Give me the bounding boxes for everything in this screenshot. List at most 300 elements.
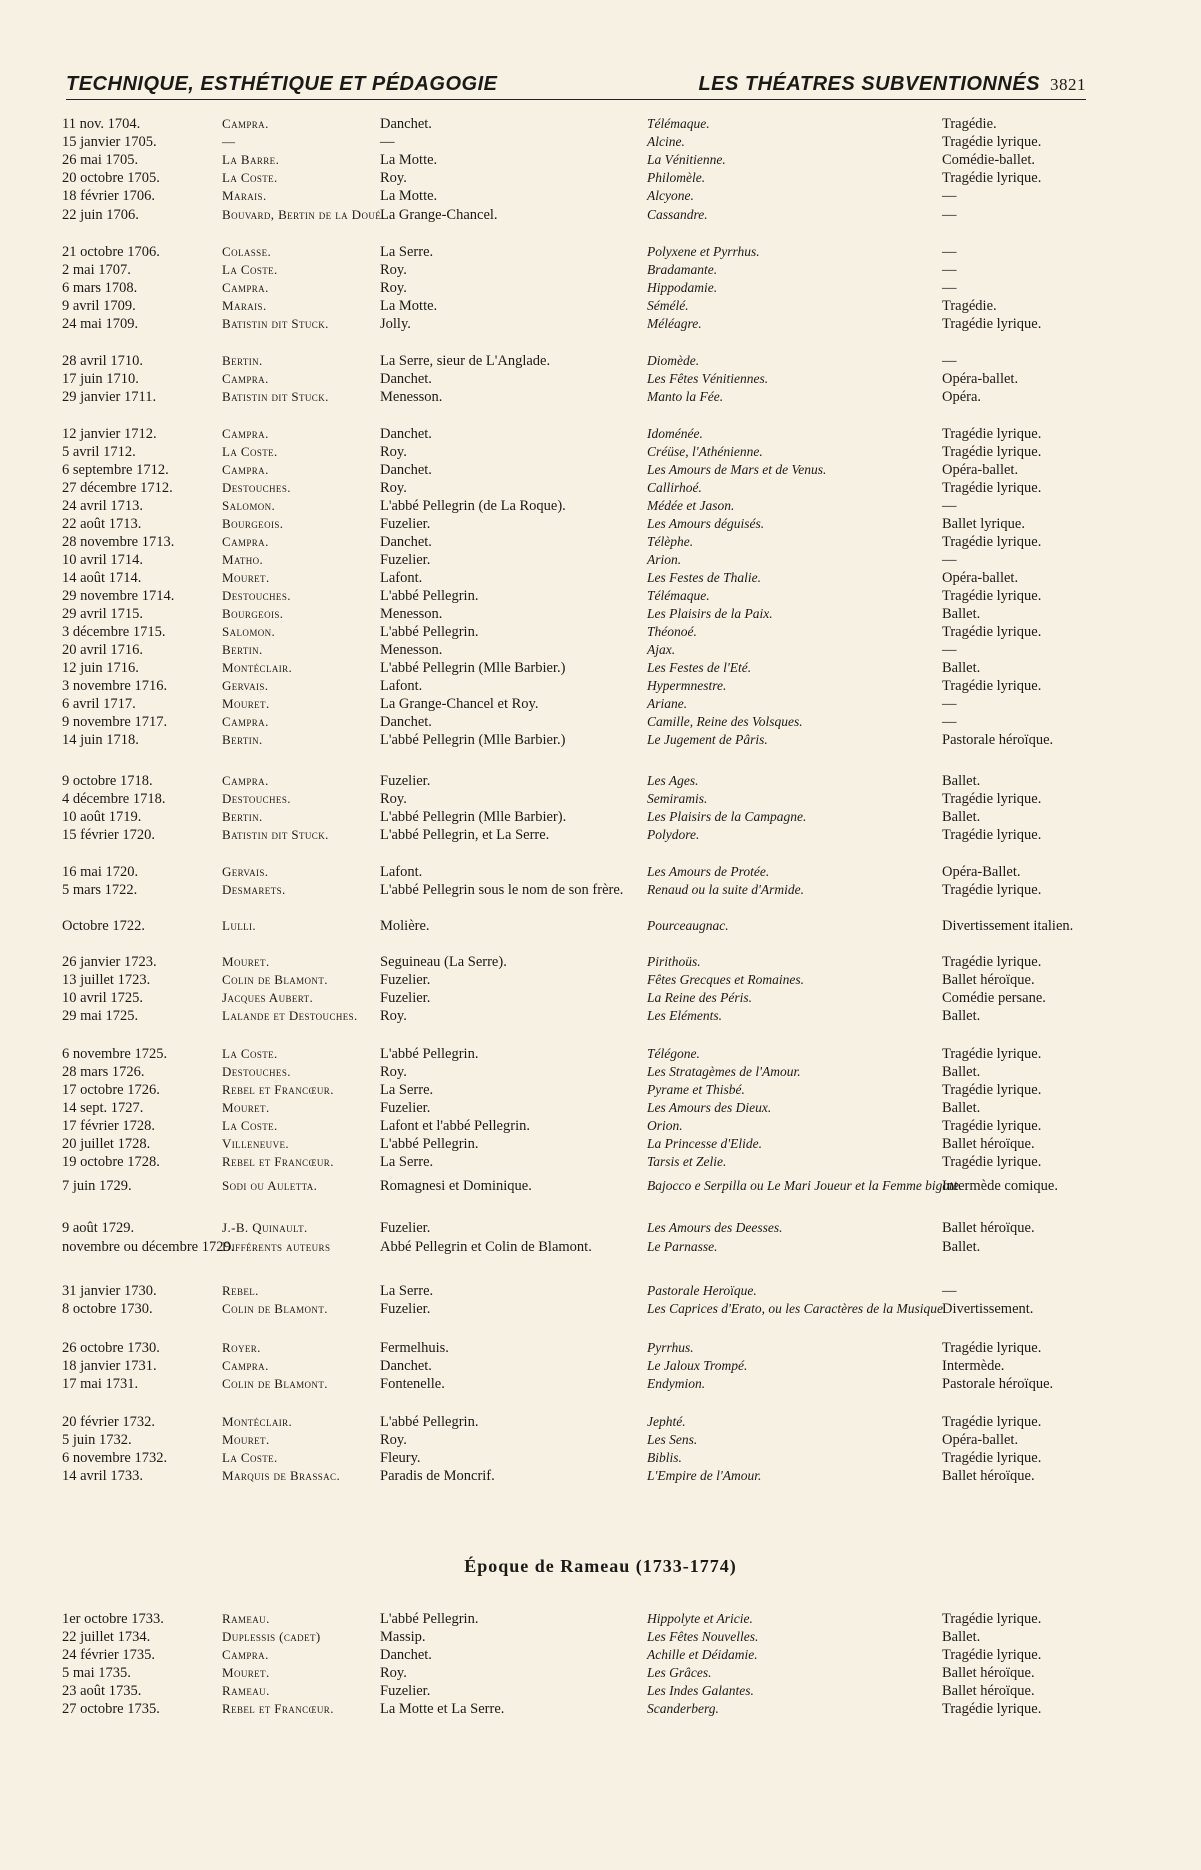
cell-opera: Les Amours de Mars et de Venus.	[647, 462, 827, 477]
cell-composer: Mouret.	[222, 954, 270, 969]
cell-opera: Pyrame et Thisbé.	[647, 1082, 745, 1097]
cell-genre: —	[942, 262, 957, 278]
cell-genre: —	[942, 552, 957, 568]
cell-composer: Différents auteurs	[222, 1239, 331, 1254]
cell-librettist: Seguineau (La Serre).	[380, 954, 507, 970]
cell-librettist: L'abbé Pellegrin (de La Roque).	[380, 498, 566, 514]
cell-librettist: Fleury.	[380, 1450, 421, 1466]
cell-composer: Campra.	[222, 714, 269, 729]
cell-opera: La Vénitienne.	[647, 152, 726, 167]
cell-opera: Hippodamie.	[647, 280, 718, 295]
cell-date: 12 juin 1716.	[62, 660, 139, 676]
cell-librettist: Lafont et l'abbé Pellegrin.	[380, 1118, 530, 1134]
cell-composer: Sodi ou Auletta.	[222, 1178, 318, 1193]
cell-date: 31 janvier 1730.	[62, 1283, 157, 1299]
cell-opera: Arion.	[647, 552, 682, 567]
cell-opera: L'Empire de l'Amour.	[647, 1468, 762, 1483]
cell-opera: Pirithoüs.	[647, 954, 701, 969]
cell-librettist: Lafont.	[380, 864, 423, 880]
cell-composer: Campra.	[222, 1358, 269, 1373]
cell-librettist: Roy.	[380, 1064, 407, 1080]
cell-genre: Comédie persane.	[942, 990, 1046, 1006]
cell-opera: Les Grâces.	[647, 1665, 712, 1680]
cell-opera: Sémélé.	[647, 298, 689, 313]
cell-librettist: L'abbé Pellegrin.	[380, 1611, 479, 1627]
cell-composer: Mouret.	[222, 1665, 270, 1680]
cell-genre: —	[942, 1283, 957, 1299]
cell-librettist: Fermelhuis.	[380, 1340, 449, 1356]
cell-librettist: Fuzelier.	[380, 1683, 431, 1699]
cell-composer: La Coste.	[222, 1046, 278, 1061]
cell-opera: Tarsis et Zelie.	[647, 1154, 727, 1169]
cell-librettist: La Serre, sieur de L'Anglade.	[380, 353, 551, 369]
cell-date: 14 sept. 1727.	[62, 1100, 144, 1116]
cell-date: 11 nov. 1704.	[62, 116, 141, 132]
cell-genre: Opéra-Ballet.	[942, 864, 1021, 880]
cell-composer: Marais.	[222, 298, 267, 313]
cell-date: 9 novembre 1717.	[62, 714, 168, 730]
cell-opera: Les Fêtes Vénitiennes.	[647, 371, 769, 386]
cell-opera: Bajocco e Serpilla ou Le Mari Joueur et la Femme bigote.	[647, 1178, 963, 1193]
cell-librettist: La Serre.	[380, 1154, 434, 1170]
cell-composer: Jacques Aubert.	[222, 990, 314, 1005]
cell-librettist: Roy.	[380, 1008, 407, 1024]
cell-genre: Ballet.	[942, 1064, 981, 1080]
cell-composer: Campra.	[222, 462, 269, 477]
cell-genre: Tragédie.	[942, 298, 997, 314]
cell-genre: Tragédie lyrique.	[942, 1611, 1042, 1627]
cell-opera: Les Eléments.	[647, 1008, 722, 1023]
cell-genre: —	[942, 498, 957, 514]
cell-genre: Ballet héroïque.	[942, 1468, 1035, 1484]
cell-date: 14 avril 1733.	[62, 1468, 143, 1484]
cell-genre: Tragédie lyrique.	[942, 791, 1042, 807]
cell-genre: —	[942, 244, 957, 260]
cell-librettist: Jolly.	[380, 316, 411, 332]
cell-date: 17 mai 1731.	[62, 1376, 139, 1392]
cell-librettist: Molière.	[380, 918, 430, 934]
cell-genre: Ballet.	[942, 660, 981, 676]
cell-genre: Divertissement italien.	[942, 918, 1074, 934]
cell-genre: Tragédie lyrique.	[942, 954, 1042, 970]
cell-date: 27 octobre 1735.	[62, 1701, 160, 1717]
cell-date: 17 octobre 1726.	[62, 1082, 160, 1098]
cell-librettist: Roy.	[380, 262, 407, 278]
cell-opera: Orion.	[647, 1118, 683, 1133]
cell-date: 19 octobre 1728.	[62, 1154, 160, 1170]
cell-composer: J.-B. Quinault.	[222, 1220, 308, 1235]
cell-opera: Les Fêtes Nouvelles.	[647, 1629, 759, 1644]
cell-librettist: La Motte.	[380, 188, 438, 204]
cell-opera: Jephté.	[647, 1414, 686, 1429]
cell-date: 5 mars 1722.	[62, 882, 138, 898]
cell-librettist: La Grange-Chancel et Roy.	[380, 696, 539, 712]
cell-composer: La Coste.	[222, 1450, 278, 1465]
cell-opera: Les Amours des Dieux.	[647, 1100, 772, 1115]
cell-librettist: Danchet.	[380, 1647, 432, 1663]
cell-date: 24 février 1735.	[62, 1647, 156, 1663]
cell-date: 17 février 1728.	[62, 1118, 156, 1134]
cell-composer: Campra.	[222, 426, 269, 441]
cell-genre: Ballet.	[942, 1629, 981, 1645]
cell-librettist: Roy.	[380, 170, 407, 186]
cell-date: 22 juin 1706.	[62, 207, 139, 223]
cell-composer: Desmarets.	[222, 882, 286, 897]
cell-opera: Les Indes Galantes.	[647, 1683, 754, 1698]
cell-composer: Colin de Blamont.	[222, 1376, 328, 1391]
cell-composer: Campra.	[222, 116, 269, 131]
cell-opera: Polyxene et Pyrrhus.	[647, 244, 760, 259]
cell-composer: Rebel.	[222, 1283, 259, 1298]
cell-composer: —	[222, 134, 236, 149]
header-left: TECHNIQUE, ESTHÉTIQUE ET PÉDAGOGIE	[66, 73, 498, 95]
cell-librettist: Fontenelle.	[380, 1376, 445, 1392]
cell-composer: Rebel et Francœur.	[222, 1154, 334, 1169]
cell-genre: Opéra.	[942, 389, 982, 405]
cell-librettist: L'abbé Pellegrin (Mlle Barbier.)	[380, 732, 566, 748]
cell-date: 9 août 1729.	[62, 1220, 135, 1236]
cell-genre: —	[942, 280, 957, 296]
cell-date: 15 janvier 1705.	[62, 134, 157, 150]
cell-genre: —	[942, 188, 957, 204]
cell-librettist: —	[380, 134, 395, 150]
cell-genre: Tragédie lyrique.	[942, 678, 1042, 694]
cell-date: 13 juillet 1723.	[62, 972, 151, 988]
cell-genre: Ballet.	[942, 606, 981, 622]
cell-genre: Pastorale héroïque.	[942, 732, 1054, 748]
cell-date: 21 octobre 1706.	[62, 244, 160, 260]
cell-date: 18 janvier 1731.	[62, 1358, 157, 1374]
cell-composer: Rebel et Francœur.	[222, 1701, 334, 1716]
cell-date: 15 février 1720.	[62, 827, 156, 843]
cell-opera: Endymion.	[647, 1376, 706, 1391]
cell-date: 9 avril 1709.	[62, 298, 136, 314]
cell-opera: Les Plaisirs de la Campagne.	[647, 809, 807, 824]
cell-opera: Hippolyte et Aricie.	[647, 1611, 753, 1626]
cell-librettist: Fuzelier.	[380, 773, 431, 789]
cell-librettist: L'abbé Pellegrin.	[380, 1414, 479, 1430]
cell-composer: Duplessis (cadet)	[222, 1629, 321, 1644]
cell-composer: Mouret.	[222, 696, 270, 711]
cell-date: 5 mai 1735.	[62, 1665, 131, 1681]
cell-opera: Camille, Reine des Volsques.	[647, 714, 803, 729]
cell-date: 14 juin 1718.	[62, 732, 139, 748]
cell-date: 14 août 1714.	[62, 570, 142, 586]
cell-composer: Destouches.	[222, 480, 291, 495]
cell-librettist: L'abbé Pellegrin, et La Serre.	[380, 827, 550, 843]
cell-date: 4 décembre 1718.	[62, 791, 166, 807]
cell-composer: Bertin.	[222, 353, 263, 368]
cell-genre: Tragédie lyrique.	[942, 1647, 1042, 1663]
cell-opera: Télémaque.	[647, 116, 710, 131]
cell-date: 24 mai 1709.	[62, 316, 139, 332]
cell-genre: Tragédie lyrique.	[942, 1046, 1042, 1062]
cell-genre: Pastorale héroïque.	[942, 1376, 1054, 1392]
cell-date: 26 janvier 1723.	[62, 954, 157, 970]
cell-composer: Campra.	[222, 280, 269, 295]
cell-genre: Tragédie lyrique.	[942, 1414, 1042, 1430]
cell-opera: Semiramis.	[647, 791, 708, 806]
cell-librettist: Danchet.	[380, 462, 432, 478]
cell-genre: Ballet héroïque.	[942, 1665, 1035, 1681]
cell-librettist: Fuzelier.	[380, 1301, 431, 1317]
cell-composer: Royer.	[222, 1340, 261, 1355]
cell-librettist: Abbé Pellegrin et Colin de Blamont.	[380, 1239, 592, 1255]
cell-date: 22 août 1713.	[62, 516, 142, 532]
cell-genre: Tragédie lyrique.	[942, 170, 1042, 186]
cell-librettist: Fuzelier.	[380, 1220, 431, 1236]
cell-composer: Batistin dit Stuck.	[222, 827, 329, 842]
cell-librettist: L'abbé Pellegrin.	[380, 1136, 479, 1152]
cell-librettist: L'abbé Pellegrin sous le nom de son frère.	[380, 882, 624, 898]
cell-composer: Gervais.	[222, 864, 269, 879]
cell-composer: Destouches.	[222, 1064, 291, 1079]
cell-date: 26 mai 1705.	[62, 152, 139, 168]
cell-date: 20 février 1732.	[62, 1414, 156, 1430]
cell-librettist: Roy.	[380, 480, 407, 496]
cell-composer: Bertin.	[222, 809, 263, 824]
cell-date: 10 avril 1714.	[62, 552, 143, 568]
cell-composer: Destouches.	[222, 791, 291, 806]
cell-genre: Intermède comique.	[942, 1178, 1058, 1194]
cell-genre: Ballet héroïque.	[942, 972, 1035, 988]
cell-composer: Colin de Blamont.	[222, 1301, 328, 1316]
cell-date: novembre ou décembre 1729.	[62, 1239, 235, 1255]
cell-librettist: Danchet.	[380, 426, 432, 442]
cell-date: 10 avril 1725.	[62, 990, 143, 1006]
cell-genre: Ballet héroïque.	[942, 1683, 1035, 1699]
cell-genre: Tragédie lyrique.	[942, 1118, 1042, 1134]
cell-genre: Tragédie lyrique.	[942, 624, 1042, 640]
cell-opera: Ajax.	[647, 642, 676, 657]
cell-opera: Philomèle.	[647, 170, 706, 185]
header-right	[698, 73, 1086, 96]
cell-genre: Divertissement.	[942, 1301, 1034, 1317]
cell-composer: Campra.	[222, 371, 269, 386]
cell-genre: Intermède.	[942, 1358, 1005, 1374]
cell-date: 29 avril 1715.	[62, 606, 143, 622]
cell-date: 6 septembre 1712.	[62, 462, 169, 478]
cell-librettist: Menesson.	[380, 606, 443, 622]
cell-opera: Achille et Déidamie.	[647, 1647, 758, 1662]
cell-date: 26 octobre 1730.	[62, 1340, 160, 1356]
cell-librettist: Menesson.	[380, 389, 443, 405]
cell-librettist: Lafont.	[380, 678, 423, 694]
cell-date: 6 novembre 1725.	[62, 1046, 168, 1062]
cell-librettist: Danchet.	[380, 371, 432, 387]
cell-opera: Théonoé.	[647, 624, 697, 639]
cell-genre: Tragédie lyrique.	[942, 1450, 1042, 1466]
cell-genre: Tragédie lyrique.	[942, 134, 1042, 150]
cell-genre: —	[942, 642, 957, 658]
cell-librettist: Fuzelier.	[380, 990, 431, 1006]
cell-genre: Ballet.	[942, 773, 981, 789]
cell-date: 29 novembre 1714.	[62, 588, 175, 604]
cell-composer: Bouvard, Bertin de la Doué.	[222, 207, 385, 222]
cell-librettist: L'abbé Pellegrin (Mlle Barbier.)	[380, 660, 566, 676]
cell-opera: Biblis.	[647, 1450, 682, 1465]
cell-date: 29 mai 1725.	[62, 1008, 139, 1024]
cell-opera: Télèphe.	[647, 534, 694, 549]
cell-opera: Alcyone.	[647, 188, 694, 203]
header-right-title: LES THÉATRES SUBVENTIONNÉS	[698, 73, 1040, 95]
cell-date: 20 juillet 1728.	[62, 1136, 151, 1152]
cell-opera: Polydore.	[647, 827, 700, 842]
cell-composer: Gervais.	[222, 678, 269, 693]
cell-opera: Scanderberg.	[647, 1701, 719, 1716]
cell-date: 17 juin 1710.	[62, 371, 139, 387]
cell-genre: —	[942, 696, 957, 712]
cell-composer: Matho.	[222, 552, 264, 567]
cell-composer: Rebel et Francœur.	[222, 1082, 334, 1097]
cell-opera: La Princesse d'Elide.	[647, 1136, 762, 1151]
cell-opera: Les Caprices d'Erato, ou les Caractères de la Musique.	[647, 1301, 947, 1316]
cell-opera: Médée et Jason.	[647, 498, 735, 513]
cell-composer: Mouret.	[222, 1100, 270, 1115]
cell-composer: Campra.	[222, 1647, 269, 1662]
cell-opera: Les Plaisirs de la Paix.	[647, 606, 773, 621]
cell-librettist: Danchet.	[380, 714, 432, 730]
cell-genre: Tragédie.	[942, 116, 997, 132]
cell-genre: Tragédie lyrique.	[942, 480, 1042, 496]
cell-composer: Lalande et Destouches.	[222, 1008, 358, 1023]
cell-genre: Ballet.	[942, 1239, 981, 1255]
cell-librettist: Roy.	[380, 1432, 407, 1448]
cell-composer: Villeneuve.	[222, 1136, 290, 1151]
cell-date: 9 octobre 1718.	[62, 773, 153, 789]
cell-composer: La Barre.	[222, 152, 280, 167]
cell-opera: Cassandre.	[647, 207, 708, 222]
cell-genre: Tragédie lyrique.	[942, 827, 1042, 843]
cell-genre: Tragédie lyrique.	[942, 882, 1042, 898]
cell-opera: Les Stratagèmes de l'Amour.	[647, 1064, 801, 1079]
cell-composer: La Coste.	[222, 262, 278, 277]
cell-opera: Télégone.	[647, 1046, 700, 1061]
cell-opera: Les Amours de Protée.	[647, 864, 770, 879]
cell-composer: Salomon.	[222, 498, 276, 513]
cell-date: 6 mars 1708.	[62, 280, 138, 296]
cell-opera: Hypermnestre.	[647, 678, 727, 693]
cell-composer: Batistin dit Stuck.	[222, 316, 329, 331]
cell-genre: Tragédie lyrique.	[942, 588, 1042, 604]
cell-genre: Ballet lyrique.	[942, 516, 1025, 532]
cell-date: 27 décembre 1712.	[62, 480, 173, 496]
cell-genre: Tragédie lyrique.	[942, 1082, 1042, 1098]
cell-genre: —	[942, 714, 957, 730]
cell-composer: Campra.	[222, 534, 269, 549]
cell-date: 6 avril 1717.	[62, 696, 136, 712]
cell-composer: La Coste.	[222, 170, 278, 185]
cell-genre: Opéra-ballet.	[942, 371, 1019, 387]
cell-librettist: La Grange-Chancel.	[380, 207, 498, 223]
cell-composer: La Coste.	[222, 1118, 278, 1133]
cell-date: 24 avril 1713.	[62, 498, 143, 514]
cell-date: 28 novembre 1713.	[62, 534, 175, 550]
cell-date: 5 avril 1712.	[62, 444, 136, 460]
cell-genre: Tragédie lyrique.	[942, 444, 1042, 460]
cell-genre: Ballet héroïque.	[942, 1220, 1035, 1236]
cell-date: 28 avril 1710.	[62, 353, 143, 369]
cell-opera: Pyrrhus.	[647, 1340, 694, 1355]
cell-librettist: Fuzelier.	[380, 1100, 431, 1116]
running-header	[66, 73, 1086, 100]
cell-opera: Le Jugement de Pâris.	[647, 732, 768, 747]
section-title: Époque de Rameau (1733-1774)	[464, 1556, 737, 1576]
cell-composer: Mouret.	[222, 570, 270, 585]
cell-composer: Montéclair.	[222, 1414, 293, 1429]
cell-genre: Ballet.	[942, 1008, 981, 1024]
cell-librettist: Roy.	[380, 280, 407, 296]
cell-date: 18 février 1706.	[62, 188, 156, 204]
cell-librettist: L'abbé Pellegrin.	[380, 588, 479, 604]
cell-opera: Les Amours des Deesses.	[647, 1220, 783, 1235]
cell-genre: Comédie-ballet.	[942, 152, 1036, 168]
cell-genre: —	[942, 353, 957, 369]
cell-opera: Les Ages.	[647, 773, 699, 788]
cell-genre: Opéra-ballet.	[942, 1432, 1019, 1448]
cell-genre: Tragédie lyrique.	[942, 1701, 1042, 1717]
cell-genre: Opéra-ballet.	[942, 462, 1019, 478]
cell-opera: Renaud ou la suite d'Armide.	[647, 882, 804, 897]
cell-librettist: Paradis de Moncrif.	[380, 1468, 495, 1484]
cell-librettist: Romagnesi et Dominique.	[380, 1178, 532, 1194]
cell-librettist: Roy.	[380, 444, 407, 460]
cell-genre: Tragédie lyrique.	[942, 426, 1042, 442]
cell-librettist: Lafont.	[380, 570, 423, 586]
cell-opera: Manto la Fée.	[647, 389, 724, 404]
cell-genre: Tragédie lyrique.	[942, 316, 1042, 332]
cell-opera: Idoménée.	[647, 426, 703, 441]
cell-opera: Pastorale Heroïque.	[647, 1283, 757, 1298]
cell-opera: Les Sens.	[647, 1432, 698, 1447]
cell-opera: Pourceaugnac.	[647, 918, 729, 933]
cell-librettist: L'abbé Pellegrin (Mlle Barbier).	[380, 809, 567, 825]
cell-date: 22 juillet 1734.	[62, 1629, 151, 1645]
cell-librettist: L'abbé Pellegrin.	[380, 1046, 479, 1062]
cell-librettist: Danchet.	[380, 534, 432, 550]
cell-librettist: Fuzelier.	[380, 516, 431, 532]
cell-date: 12 janvier 1712.	[62, 426, 157, 442]
cell-librettist: Roy.	[380, 1665, 407, 1681]
cell-composer: Destouches.	[222, 588, 291, 603]
cell-librettist: Fuzelier.	[380, 972, 431, 988]
cell-composer: Bertin.	[222, 642, 263, 657]
cell-date: 6 novembre 1732.	[62, 1450, 168, 1466]
cell-librettist: La Motte.	[380, 152, 438, 168]
cell-opera: Fêtes Grecques et Romaines.	[647, 972, 804, 987]
cell-genre: Ballet.	[942, 809, 981, 825]
cell-date: 7 juin 1729.	[62, 1178, 132, 1194]
cell-date: 29 janvier 1711.	[62, 389, 157, 405]
cell-opera: Le Parnasse.	[647, 1239, 718, 1254]
cell-composer: Colasse.	[222, 244, 272, 259]
cell-librettist: La Motte et La Serre.	[380, 1701, 505, 1717]
cell-librettist: La Serre.	[380, 1082, 434, 1098]
cell-composer: Lulli.	[222, 918, 257, 933]
cell-librettist: Fuzelier.	[380, 552, 431, 568]
cell-opera: Les Festes de l'Eté.	[647, 660, 752, 675]
cell-librettist: La Serre.	[380, 1283, 434, 1299]
cell-date: 3 décembre 1715.	[62, 624, 166, 640]
cell-opera: Alcine.	[647, 134, 685, 149]
cell-genre: Ballet.	[942, 1100, 981, 1116]
cell-opera: Ariane.	[647, 696, 688, 711]
cell-opera: Bradamante.	[647, 262, 718, 277]
cell-librettist: L'abbé Pellegrin.	[380, 624, 479, 640]
cell-date: Octobre 1722.	[62, 918, 145, 934]
cell-opera: Les Festes de Thalie.	[647, 570, 761, 585]
cell-genre: Tragédie lyrique.	[942, 1154, 1042, 1170]
